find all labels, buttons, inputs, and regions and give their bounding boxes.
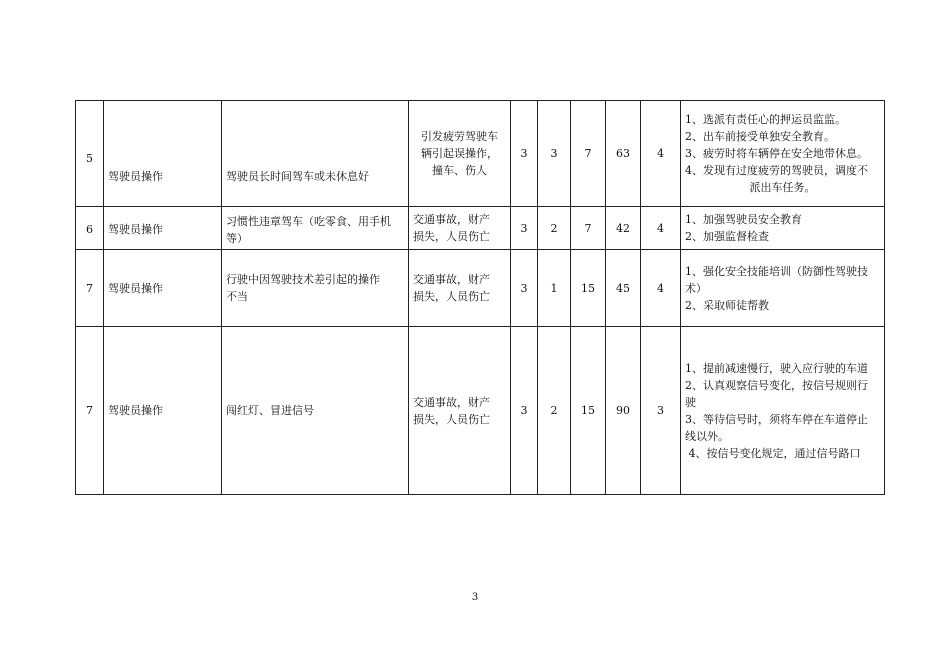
category-cell: 驾驶员操作: [104, 101, 222, 207]
measure-line: 2、认真观察信号变化，按信号规则行: [685, 378, 868, 392]
measure-line: 4、发现有过度疲劳的驾驶员，调度不: [685, 164, 868, 177]
row-number: 6: [76, 207, 104, 250]
table-row: [76, 101, 885, 207]
likelihood-cell: 3: [511, 250, 538, 327]
danger-score-cell: 63: [606, 101, 641, 207]
risk-level-cell: 4: [641, 101, 681, 207]
consequence-line: 损失，人员伤亡: [413, 290, 490, 303]
row-number: 5: [76, 101, 104, 207]
measure-line: 2、采取师徒帮教: [685, 298, 769, 312]
measure-line: 驶: [685, 395, 696, 409]
consequence-score-cell: 15: [571, 250, 606, 327]
page-number: 3: [471, 592, 479, 603]
danger-score-cell: 90: [606, 327, 641, 495]
consequence-line: 撞车、伤人: [432, 164, 487, 177]
hazard-cell: 闯红灯、冒进信号: [222, 327, 409, 495]
category-cell: 驾驶员操作: [104, 207, 222, 250]
likelihood-cell: 3: [511, 207, 538, 250]
measure-line: 2、出车前接受单独安全教育。: [685, 130, 835, 143]
measure-line: 3、等待信号时，须将车停在车道停止: [685, 412, 868, 426]
hazard-line: 行驶中因驾驶技术差引起的操作: [226, 273, 380, 286]
hazard-line: 等）: [226, 231, 248, 245]
consequence-score-cell: 7: [571, 101, 606, 207]
exposure-cell: 1: [538, 250, 571, 327]
table-row: [76, 207, 885, 250]
exposure-cell: 3: [538, 101, 571, 207]
exposure-cell: 2: [538, 207, 571, 250]
consequence-line: 辆引起误操作，: [421, 147, 498, 160]
consequence-line: 交通事故，财产: [413, 273, 490, 286]
table-row: [76, 250, 885, 327]
risk-level-cell: 4: [641, 207, 681, 250]
measure-line: 派出车任务。: [749, 181, 816, 194]
measure-line: 4、按信号变化规定，通过信号路口: [685, 446, 861, 460]
measure-line: 1、选派有责任心的押运员监监。: [685, 113, 846, 126]
exposure-cell: 2: [538, 327, 571, 495]
measure-line: 术）: [685, 281, 707, 295]
danger-score-cell: 42: [606, 207, 641, 250]
hazard-cell: [222, 250, 409, 327]
consequence-score-cell: 7: [571, 207, 606, 250]
consequence-line: 交通事故，财产: [413, 395, 490, 409]
likelihood-cell: 3: [511, 327, 538, 495]
row-number: 7: [76, 250, 104, 327]
consequence-cell: [409, 327, 511, 495]
hazard-cell: [222, 207, 409, 250]
measure-line: 2、加强监督检查: [685, 230, 769, 243]
measures-cell: [681, 101, 885, 207]
hazard-line: 习惯性违章驾车（吃零食、用手机: [226, 214, 391, 228]
measure-line: 1、加强驾驶员安全教育: [685, 213, 802, 226]
category-cell: 驾驶员操作: [104, 327, 222, 495]
measure-line: 1、提前减速慢行，驶入应行驶的车道: [685, 361, 868, 375]
consequence-line: 交通事故，财产: [413, 213, 490, 226]
hazard-line: 不当: [226, 290, 248, 303]
consequence-line: 损失，人员伤亡: [413, 230, 490, 243]
row-number: 7: [76, 327, 104, 495]
consequence-cell: [409, 250, 511, 327]
category-cell: 驾驶员操作: [104, 250, 222, 327]
risk-level-cell: 3: [641, 327, 681, 495]
consequence-score-cell: 15: [571, 327, 606, 495]
consequence-line: 损失，人员伤亡: [413, 412, 490, 426]
risk-assessment-table: [75, 100, 885, 495]
consequence-cell: [409, 101, 511, 207]
consequence-line: 引发疲劳驾驶车: [421, 130, 498, 143]
consequence-cell: [409, 207, 511, 250]
hazard-cell: 驾驶员长时间驾车或未休息好: [222, 101, 409, 207]
measure-line: 3、疲劳时将车辆停在安全地带休息。: [685, 147, 868, 160]
measures-cell: [681, 327, 885, 495]
likelihood-cell: 3: [511, 101, 538, 207]
risk-level-cell: 4: [641, 250, 681, 327]
measure-line: 线以外。: [685, 429, 729, 443]
measures-cell: [681, 207, 885, 250]
measures-cell: [681, 250, 885, 327]
table-row: [76, 327, 885, 495]
danger-score-cell: 45: [606, 250, 641, 327]
measure-line: 1、强化安全技能培训（防御性驾驶技: [685, 264, 868, 278]
